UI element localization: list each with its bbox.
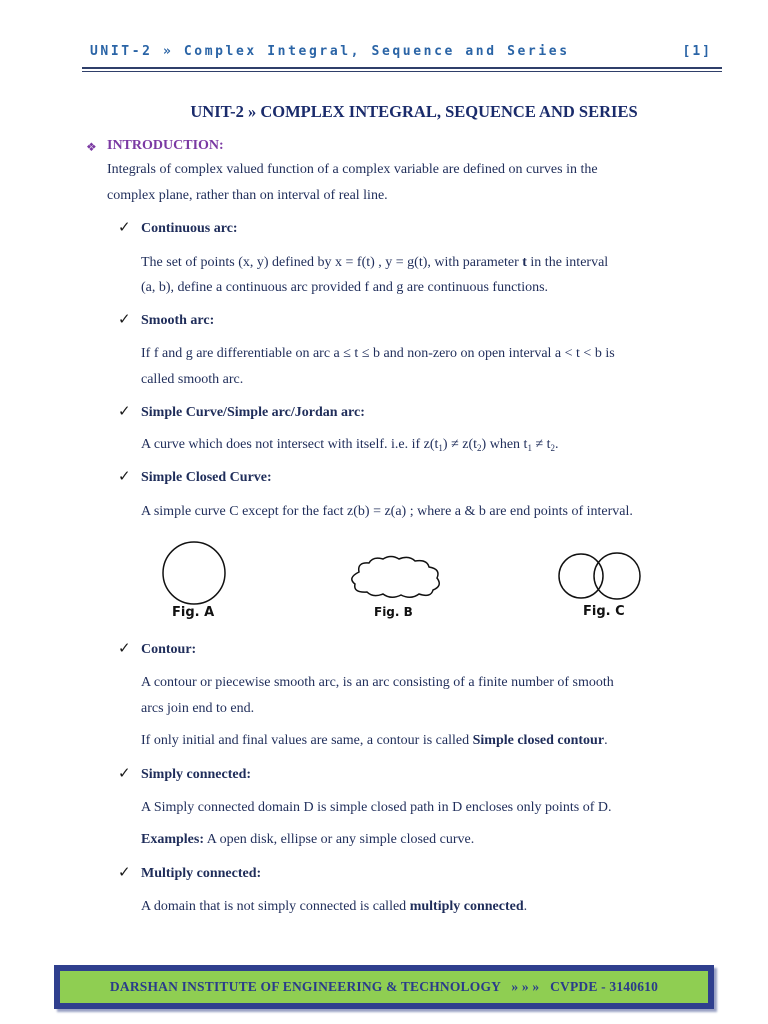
diamond-bullet-icon: ❖ [86, 140, 97, 154]
continuous-arc-heading: Continuous arc: [141, 221, 238, 236]
intro-heading: INTRODUCTION: [107, 138, 224, 153]
fig-a-circle [158, 540, 230, 608]
header-rule-thick [82, 67, 722, 69]
simple-curve-heading: Simple Curve/Simple arc/Jordan arc: [141, 405, 365, 420]
smooth-arc-line-2: called smooth arc. [141, 372, 244, 387]
smooth-arc-heading: Smooth arc: [141, 313, 215, 328]
fig-b-label: Fig. B [374, 605, 413, 619]
fig-c-label: Fig. C [583, 604, 625, 619]
checkmark-icon: ✓ [118, 863, 131, 881]
footer-text: DARSHAN INSTITUTE OF ENGINEERING & TECHNOLOGY » » » CVPDE - 3140610 [109, 979, 659, 994]
contour-line-3: If only initial and final values are same, a contour is called Simple closed contour. [141, 733, 608, 748]
checkmark-icon: ✓ [118, 764, 131, 782]
checkmark-icon: ✓ [118, 402, 131, 420]
header-rule-thin [82, 71, 722, 72]
simple-closed-line-1: A simple curve C except for the fact z(b) = z(a) ; where a & b are end points of interval. [141, 504, 633, 519]
multiply-connected-heading: Multiply connected: [141, 866, 262, 881]
contour-line-2: arcs join end to end. [141, 701, 255, 716]
page-title: UNIT-2 » COMPLEX INTEGRAL, SEQUENCE AND SERIES [190, 102, 638, 121]
multiply-connected-line-1: A domain that is not simply connected is called multiply connected. [141, 899, 528, 914]
header-page-number: [1] [682, 44, 712, 59]
checkmark-icon: ✓ [118, 639, 131, 657]
simple-closed-heading: Simple Closed Curve: [141, 470, 272, 485]
continuous-arc-line-2: (a, b), define a continuous arc provided f and g are continuous functions. [141, 280, 549, 295]
intro-line-2: complex plane, rather than on interval of real line. [107, 188, 388, 203]
simple-curve-line-1: A curve which does not intersect with itself. i.e. if $z(t_1) \ne z(t_2)$ when $t_1 \ne t_2$. [141, 437, 559, 453]
intro-line-1: Integrals of complex valued function of a complex variable are defined on curves in the [107, 162, 598, 177]
checkmark-icon: ✓ [118, 218, 131, 236]
footer-banner [60, 971, 708, 1003]
simply-connected-line-1: A Simply connected domain D is simple closed path in D encloses only points of D. [141, 800, 612, 815]
page-footer [54, 965, 714, 1009]
simply-connected-line-2: Examples: A open disk, ellipse or any simple closed curve. [141, 832, 475, 847]
contour-heading: Contour: [141, 642, 197, 657]
continuous-arc-line-1: The set of points (x, y) defined by x = f(t) , y = g(t), with parameter t in the interval [141, 255, 609, 270]
simply-connected-heading: Simply connected: [141, 767, 252, 782]
header-unit-title: UNIT-2 » Complex Integral, Sequence and Series [90, 44, 570, 59]
page-header [90, 44, 712, 62]
contour-line-1: A contour or piecewise smooth arc, is an arc consisting of a finite number of smooth [141, 675, 614, 690]
fig-c-overlapping-circles [556, 550, 646, 602]
fig-a-label: Fig. A [172, 605, 215, 620]
checkmark-icon: ✓ [118, 310, 131, 328]
checkmark-icon: ✓ [118, 467, 131, 485]
fig-b-cloud [345, 552, 447, 600]
smooth-arc-line-1: If f and g are differentiable on arc a ≤ t ≤ b and non-zero on open interval a < t < b is [141, 346, 615, 361]
